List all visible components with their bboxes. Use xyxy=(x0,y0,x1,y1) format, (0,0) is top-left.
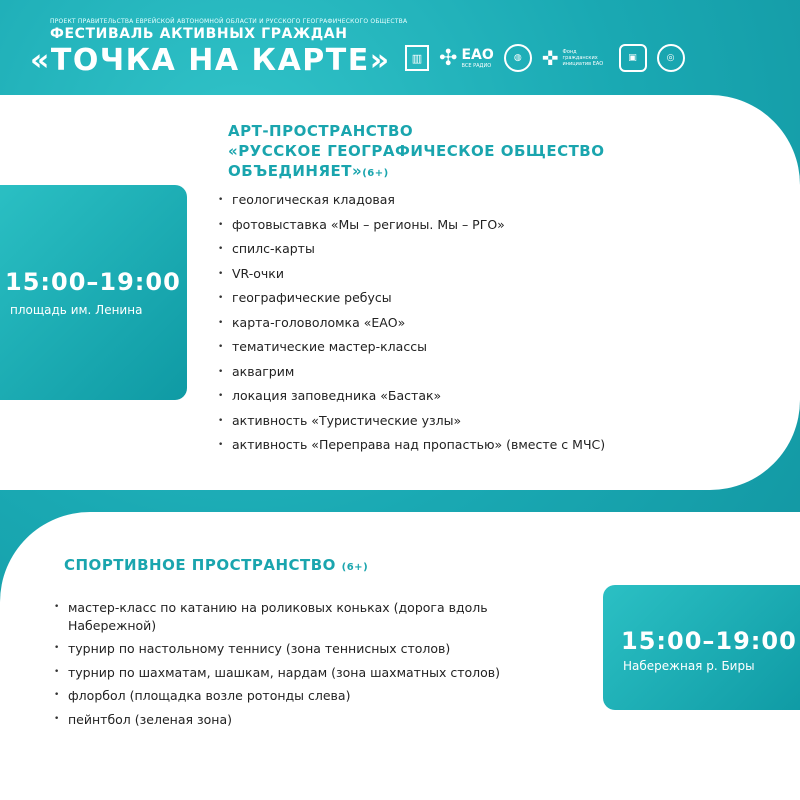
eao-sub: ВСЕ РАДИО xyxy=(461,63,492,69)
partner-logos xyxy=(405,40,765,76)
sport-list xyxy=(54,596,500,731)
header xyxy=(0,0,800,95)
list-item: • активность «Переправа над пропастью» (вместе с МЧС) xyxy=(218,433,605,458)
art-title-line2: «РУССКОЕ ГЕОГРАФИЧЕСКОЕ ОБЩЕСТВО xyxy=(228,142,605,160)
list-item: • турнир по настольному теннису (зона теннисных столов) xyxy=(54,637,500,661)
list-item: • фотовыставка «Мы – регионы. Мы – РГО» xyxy=(218,213,605,238)
pattern-icon: ✣ xyxy=(439,45,458,71)
year-logo xyxy=(619,44,647,72)
sport-time-box xyxy=(603,585,800,710)
list-item: • VR-очки xyxy=(218,262,605,287)
art-title-line3: ОБЪЕДИНЯЕТ» xyxy=(228,162,363,180)
list-item: • карта-головоломка «ЕАО» xyxy=(218,311,605,336)
list-item: • пейнтбол (зеленая зона) xyxy=(54,708,500,732)
list-item: • аквагрим xyxy=(218,360,605,385)
list-item: • активность «Туристические узлы» xyxy=(218,409,605,434)
art-title-line1: АРТ-ПРОСТРАНСТВО xyxy=(228,122,414,140)
sport-title-text: СПОРТИВНОЕ ПРОСТРАНСТВО xyxy=(64,556,336,574)
page-title: «ТОЧКА НА КАРТЕ» xyxy=(30,43,391,78)
seal-logo xyxy=(657,44,685,72)
list-item: • спилс-карты xyxy=(218,237,605,262)
emblem-icon: ▥ xyxy=(405,45,429,71)
list-item: • локация заповедника «Бастак» xyxy=(218,384,605,409)
sport-time: 15:00–19:00 xyxy=(621,627,797,655)
list-item: • турнир по шахматам, шашкам, нардам (зона шахматных столов) xyxy=(54,661,500,685)
year-icon: ▣ xyxy=(619,44,647,72)
sport-place: Набережная р. Биры xyxy=(623,659,755,673)
rgo-logo xyxy=(504,44,532,72)
list-item-continuation: Набережной) xyxy=(68,617,157,633)
fund-icon: ✜ xyxy=(541,46,559,70)
eao-logo xyxy=(439,46,494,71)
project-line: ПРОЕКТ ПРАВИТЕЛЬСТВА ЕВРЕЙСКОЙ АВТОНОМНОЙ ОБЛАСТИ И РУССКОГО ГЕОГРАФИЧЕСКОГО ОБЩЕСТВА xyxy=(50,18,408,25)
sport-age: (6+) xyxy=(341,562,369,573)
globe-icon: ◍ xyxy=(504,44,532,72)
list-item: • геологическая кладовая xyxy=(218,188,605,213)
list-item: • географические ребусы xyxy=(218,286,605,311)
list-item: • тематические мастер-классы xyxy=(218,335,605,360)
art-title xyxy=(228,121,605,184)
government-logo xyxy=(405,45,429,71)
art-list xyxy=(218,188,605,458)
fund-logo xyxy=(542,46,609,70)
fund-label: Фонд гражданских инициатив ЕАО xyxy=(562,49,604,67)
list-item: • флорбол (площадка возле ротонды слева) xyxy=(54,684,500,708)
sport-title xyxy=(64,556,368,574)
festival-name: ФЕСТИВАЛЬ АКТИВНЫХ ГРАЖДАН xyxy=(50,26,348,42)
seal-icon: ◎ xyxy=(657,44,685,72)
eao-label: ЕАО xyxy=(461,47,494,63)
art-place: площадь им. Ленина xyxy=(10,303,143,317)
list-item: • мастер-класс по катанию на роликовых коньках (дорога вдоль xyxy=(54,596,500,620)
art-age: (6+) xyxy=(362,168,389,179)
art-time-box xyxy=(0,185,187,400)
art-time: 15:00–19:00 xyxy=(5,268,181,296)
